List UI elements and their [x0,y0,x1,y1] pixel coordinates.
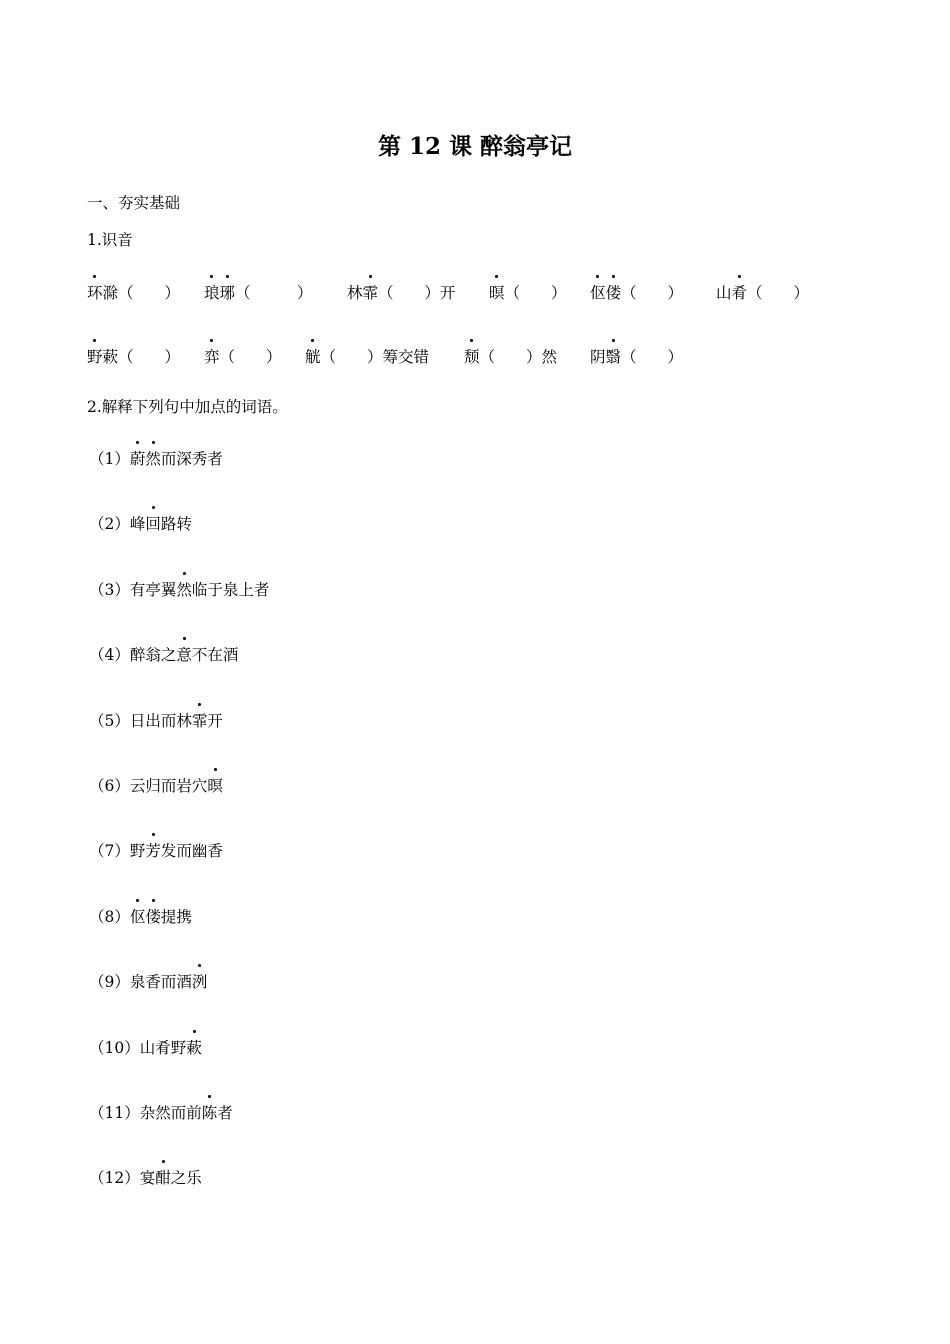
question-number: （3） [89,580,130,599]
pronunciation-item [464,345,557,367]
item-text: 山 [716,284,732,302]
question-text: 野 [129,842,146,861]
dotted-char: 觥 [305,345,321,367]
pronunciation-item [87,345,180,367]
question-number: （10） [89,1038,140,1057]
question-number: （2） [89,515,130,534]
dotted-char: 翳 [606,345,622,367]
dotted-char: 肴 [732,281,748,303]
dotted-char: 霏 [363,281,379,303]
question-item [89,643,238,665]
question-item [89,970,207,992]
question-text: 云归而岩穴 [129,777,208,795]
answer-blank: （ ） [621,284,684,302]
dotted-char: 暝 [489,281,505,303]
dotted-char: 野 [87,345,103,367]
question-text: 日出而林 [129,711,192,730]
question-item [89,512,192,534]
dotted-char: 偻 [145,905,161,927]
item-text: 然 [541,348,558,366]
question-text: 之乐 [170,1169,202,1188]
pronunciation-item [305,345,429,367]
dotted-char: 酣 [155,1166,171,1188]
dotted-char: 蔌 [186,1036,202,1058]
dotted-char: 陈 [202,1101,218,1123]
question-number: （11） [89,1104,140,1122]
question-text: 路转 [160,515,192,534]
answer-blank: （ ） [378,284,441,302]
question-text: 而深秀者 [160,450,223,468]
pronunciation-item [590,345,683,367]
question-item [89,1101,233,1123]
item-text: 滁 [102,284,119,302]
pronunciation-item [716,281,809,303]
dotted-char: 暝 [207,774,223,796]
item-text: 筹交错 [382,348,430,366]
question-text: 开 [207,711,223,730]
dotted-char: 环 [87,281,103,303]
dotted-char: 琊 [220,281,236,303]
question-number: （12） [89,1169,140,1188]
item-text: 林 [347,284,363,302]
question-text: 山肴野 [139,1038,187,1057]
item-text: 开 [440,284,456,302]
answer-blank: （ ） [320,348,383,366]
subsection-explain: 2.解释下列句中加点的词语。 [87,398,288,416]
pronunciation-item [204,345,282,367]
dotted-char: 芳 [145,839,161,861]
pronunciation-item [204,281,313,303]
answer-blank: （ ） [118,348,181,366]
answer-blank: （ ） [219,348,282,366]
dotted-char: 霏 [192,709,208,731]
question-number: （1） [89,450,130,468]
answer-blank: （ ） [504,284,567,302]
item-text: 阴 [590,348,606,366]
dotted-char: 然 [145,447,161,469]
question-item [89,578,269,600]
page-title: 第 12 课 醉翁亭记 [377,133,573,160]
pronunciation-item [590,281,683,303]
item-text: 蔌 [102,348,119,366]
pronunciation-item [87,281,180,303]
question-item [89,774,223,796]
question-item [89,1036,202,1058]
question-number: （8） [89,907,130,926]
question-text: 提携 [160,907,192,926]
question-text: 醉翁之 [129,646,177,665]
question-number: （9） [89,973,130,992]
question-number: （6） [89,777,130,795]
dotted-char: 琅 [204,281,220,303]
dotted-char: 颓 [464,345,480,367]
dotted-char: 意 [176,643,192,665]
question-text: 者 [217,1104,233,1122]
question-item [89,447,223,469]
dotted-char: 蔚 [130,447,146,469]
answer-blank: （ ） [621,348,684,366]
question-item [89,1166,202,1188]
question-item [89,709,223,731]
dotted-char: 偻 [606,281,622,303]
dotted-char: 洌 [192,970,208,992]
question-text: 杂然而前 [139,1104,202,1122]
dotted-char: 然 [176,578,192,600]
subsection-pronunciation: 1.识音 [87,231,133,249]
question-text: 临于泉上者 [191,580,270,599]
answer-blank: （ ） [747,284,810,302]
question-text: 泉香而酒 [129,973,192,992]
question-number: （4） [89,646,130,665]
question-text: 有亭翼 [129,580,177,599]
dotted-char: 回 [145,512,161,534]
question-text: 峰 [129,515,146,534]
question-number: （7） [89,842,130,861]
question-text: 不在酒 [191,646,239,665]
answer-blank: （ ） [118,284,181,302]
question-text: 宴 [139,1169,156,1188]
question-item [89,839,223,861]
pronunciation-item [347,281,456,303]
answer-blank: （ ） [479,348,542,366]
question-number: （5） [89,711,130,730]
dotted-char: 弈 [204,345,220,367]
question-text: 发而幽香 [160,842,223,861]
dotted-char: 伛 [130,905,146,927]
pronunciation-item [489,281,567,303]
question-item [89,905,192,927]
answer-blank: （ ） [235,284,313,302]
dotted-char: 伛 [590,281,606,303]
section-heading: 一、夯实基础 [87,194,181,212]
